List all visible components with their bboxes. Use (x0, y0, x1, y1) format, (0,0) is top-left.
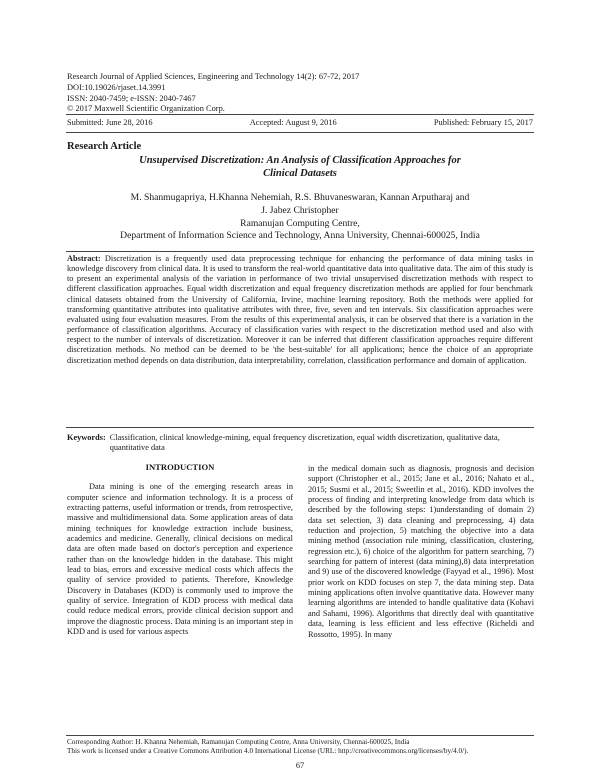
abstract-label: Abstract: (67, 254, 101, 263)
journal-metadata (67, 72, 359, 115)
section-heading-introduction: INTRODUCTION (145, 462, 215, 472)
affiliation-2: Department of Information Science and Technology, Anna University, Chennai-600025, India (120, 230, 480, 242)
intro-paragraph-left: Data mining is one of the emerging research areas in computer science and information technology. It is a process of extracting patterns, useful information or trends, from retrospective, massive and multidimensional data. Some application areas of data mining techniques for knowledge extraction include business, academics and medicine. Generally, clinical decisions on medical data are often made based on doctor's perception and experience rather than on the knowledge hidden in the database. This might lead to bias, errors and excessive medical costs which affects the quality of service provided to patients. Therefore, Knowledge Discovery in Databases (KDD) is commonly used to improve the quality of service. Integration of KDD process with medical data could reduce medical errors, provide clinical decision support and improve the diagnostic process. Data mining is an important step in KDD and is used for various aspects (67, 482, 293, 637)
license-note: This work is licensed under a Creative Commons Attribution 4.0 International License (URL: http://creativecommons.org/licenses/by/4.0/). (67, 747, 469, 755)
author-list-cont: J. Jabez Christopher (261, 204, 339, 216)
header-divider-top (66, 114, 534, 115)
intro-paragraph-right: in the medical domain such as diagnosis, prognosis and decision support (Christopher et al., 2015; Jane et al., 2016; Nahato et al., 2015; Susmi et al., 2015; Sweetlin et al., 2016). KDD involves the process of finding and interpreting knowledge from data which is described by the following steps: 1)understanding of domain 2) data set selection, 3) data cleaning and preprocessing, 4) data reduction and projection, 5) matching the objective into a data mining method (association rule mining, classification, clustering, regression etc.), 6) choice of the algorithm for pattern searching, 7) searching for pattern of interest (data mining),8) data interpretation and 9) use of the discovered knowledge (Fayyad et al., 1996). Most prior work on KDD focuses on step 7, the data mining step. Data mining applications often involve quantitative data. However many learning algorithms are intended to handle qualitative data (Kohavi and Sahami, 1996). Algorithms that directly deal with quantitative data, learning is less efficient and less effective (Richeldi and Rossotto, 1995). In many (308, 464, 534, 639)
doi: DOI:10.19026/rjaset.14.3991 (67, 82, 166, 92)
title-line-1: Unsupervised Discretization: An Analysis of Classification Approaches for (139, 155, 461, 166)
submitted-date: Submitted: June 28, 2016 (67, 118, 153, 127)
copyright: © 2017 Maxwell Scientific Organization Corp. (67, 104, 225, 114)
abstract-divider-top (66, 251, 534, 252)
title-line-2: Clinical Datasets (263, 168, 337, 179)
keywords-label: Keywords: (67, 433, 106, 442)
column-left (67, 462, 293, 638)
issn: ISSN: 2040-7459; e-ISSN: 2040-7467 (67, 93, 196, 103)
article-type: Research Article (67, 141, 142, 152)
paper-title (67, 154, 533, 180)
footer (67, 738, 533, 756)
journal-citation: Research Journal of Applied Sciences, Engineering and Technology 14(2): 67-72, 2017 (67, 72, 360, 81)
abstract-text: Discretization is a frequently used data preprocessing technique for enhancing the performance of data mining tasks in knowledge discovery from clinical data. It is used to transform the real-world quantitative data into qualitative data. The aim of this study is to present an experimental analysis of the variation in performance of two trivial unsupervised discretization methods with respect to different classification approaches. Equal width discretization and equal frequency discretization methods are applied for four benchmark clinical datasets obtained from the University of California, Irvine, machine learning repository. Both the methods were applied for transforming quantitative attributes into qualitative attributes with three, five, seven and ten intervals. Six classification approaches were evaluated using four evaluation measures. From the results of this experimental analysis, it can be observed that there is a variation in the performance of classification algorithms. Accuracy of classification varies with respect to the discretization method used and also with respect to the number of intervals of discretization. Moreover it can be inferred that different classification approaches require different discretization methods. No method can be deemed to be 'the best-suitable' for all applications; hence the choice of an appropriate discretization method depends on data distribution, data interpretability, correlation, classification performance and domain of application. (67, 254, 533, 365)
footer-divider (66, 735, 534, 736)
dates-row (67, 118, 533, 127)
header-divider-bottom (66, 132, 534, 133)
column-right (308, 464, 534, 640)
page-number: 67 (295, 761, 305, 770)
corresponding-author: Corresponding Author: H. Khanna Nehemiah, Ramanujan Computing Centre, Anna University, Chennai-600025, India (67, 738, 410, 746)
author-list: M. Shanmugapriya, H.Khanna Nehemiah, R.S. Bhuvaneswaran, Kannan Arputharaj and (130, 192, 470, 203)
keywords (67, 433, 533, 453)
abstract-divider-bottom (66, 427, 534, 428)
affiliation-1: Ramanujan Computing Centre, (240, 217, 360, 229)
published-date: Published: February 15, 2017 (433, 118, 533, 127)
author-block (67, 192, 533, 243)
abstract (67, 254, 533, 366)
accepted-date: Accepted: August 9, 2016 (249, 118, 337, 127)
keywords-text: Classification, clinical knowledge-mining, equal frequency discretization, equal width discretization, qualitative data, quantitative data (109, 433, 500, 453)
